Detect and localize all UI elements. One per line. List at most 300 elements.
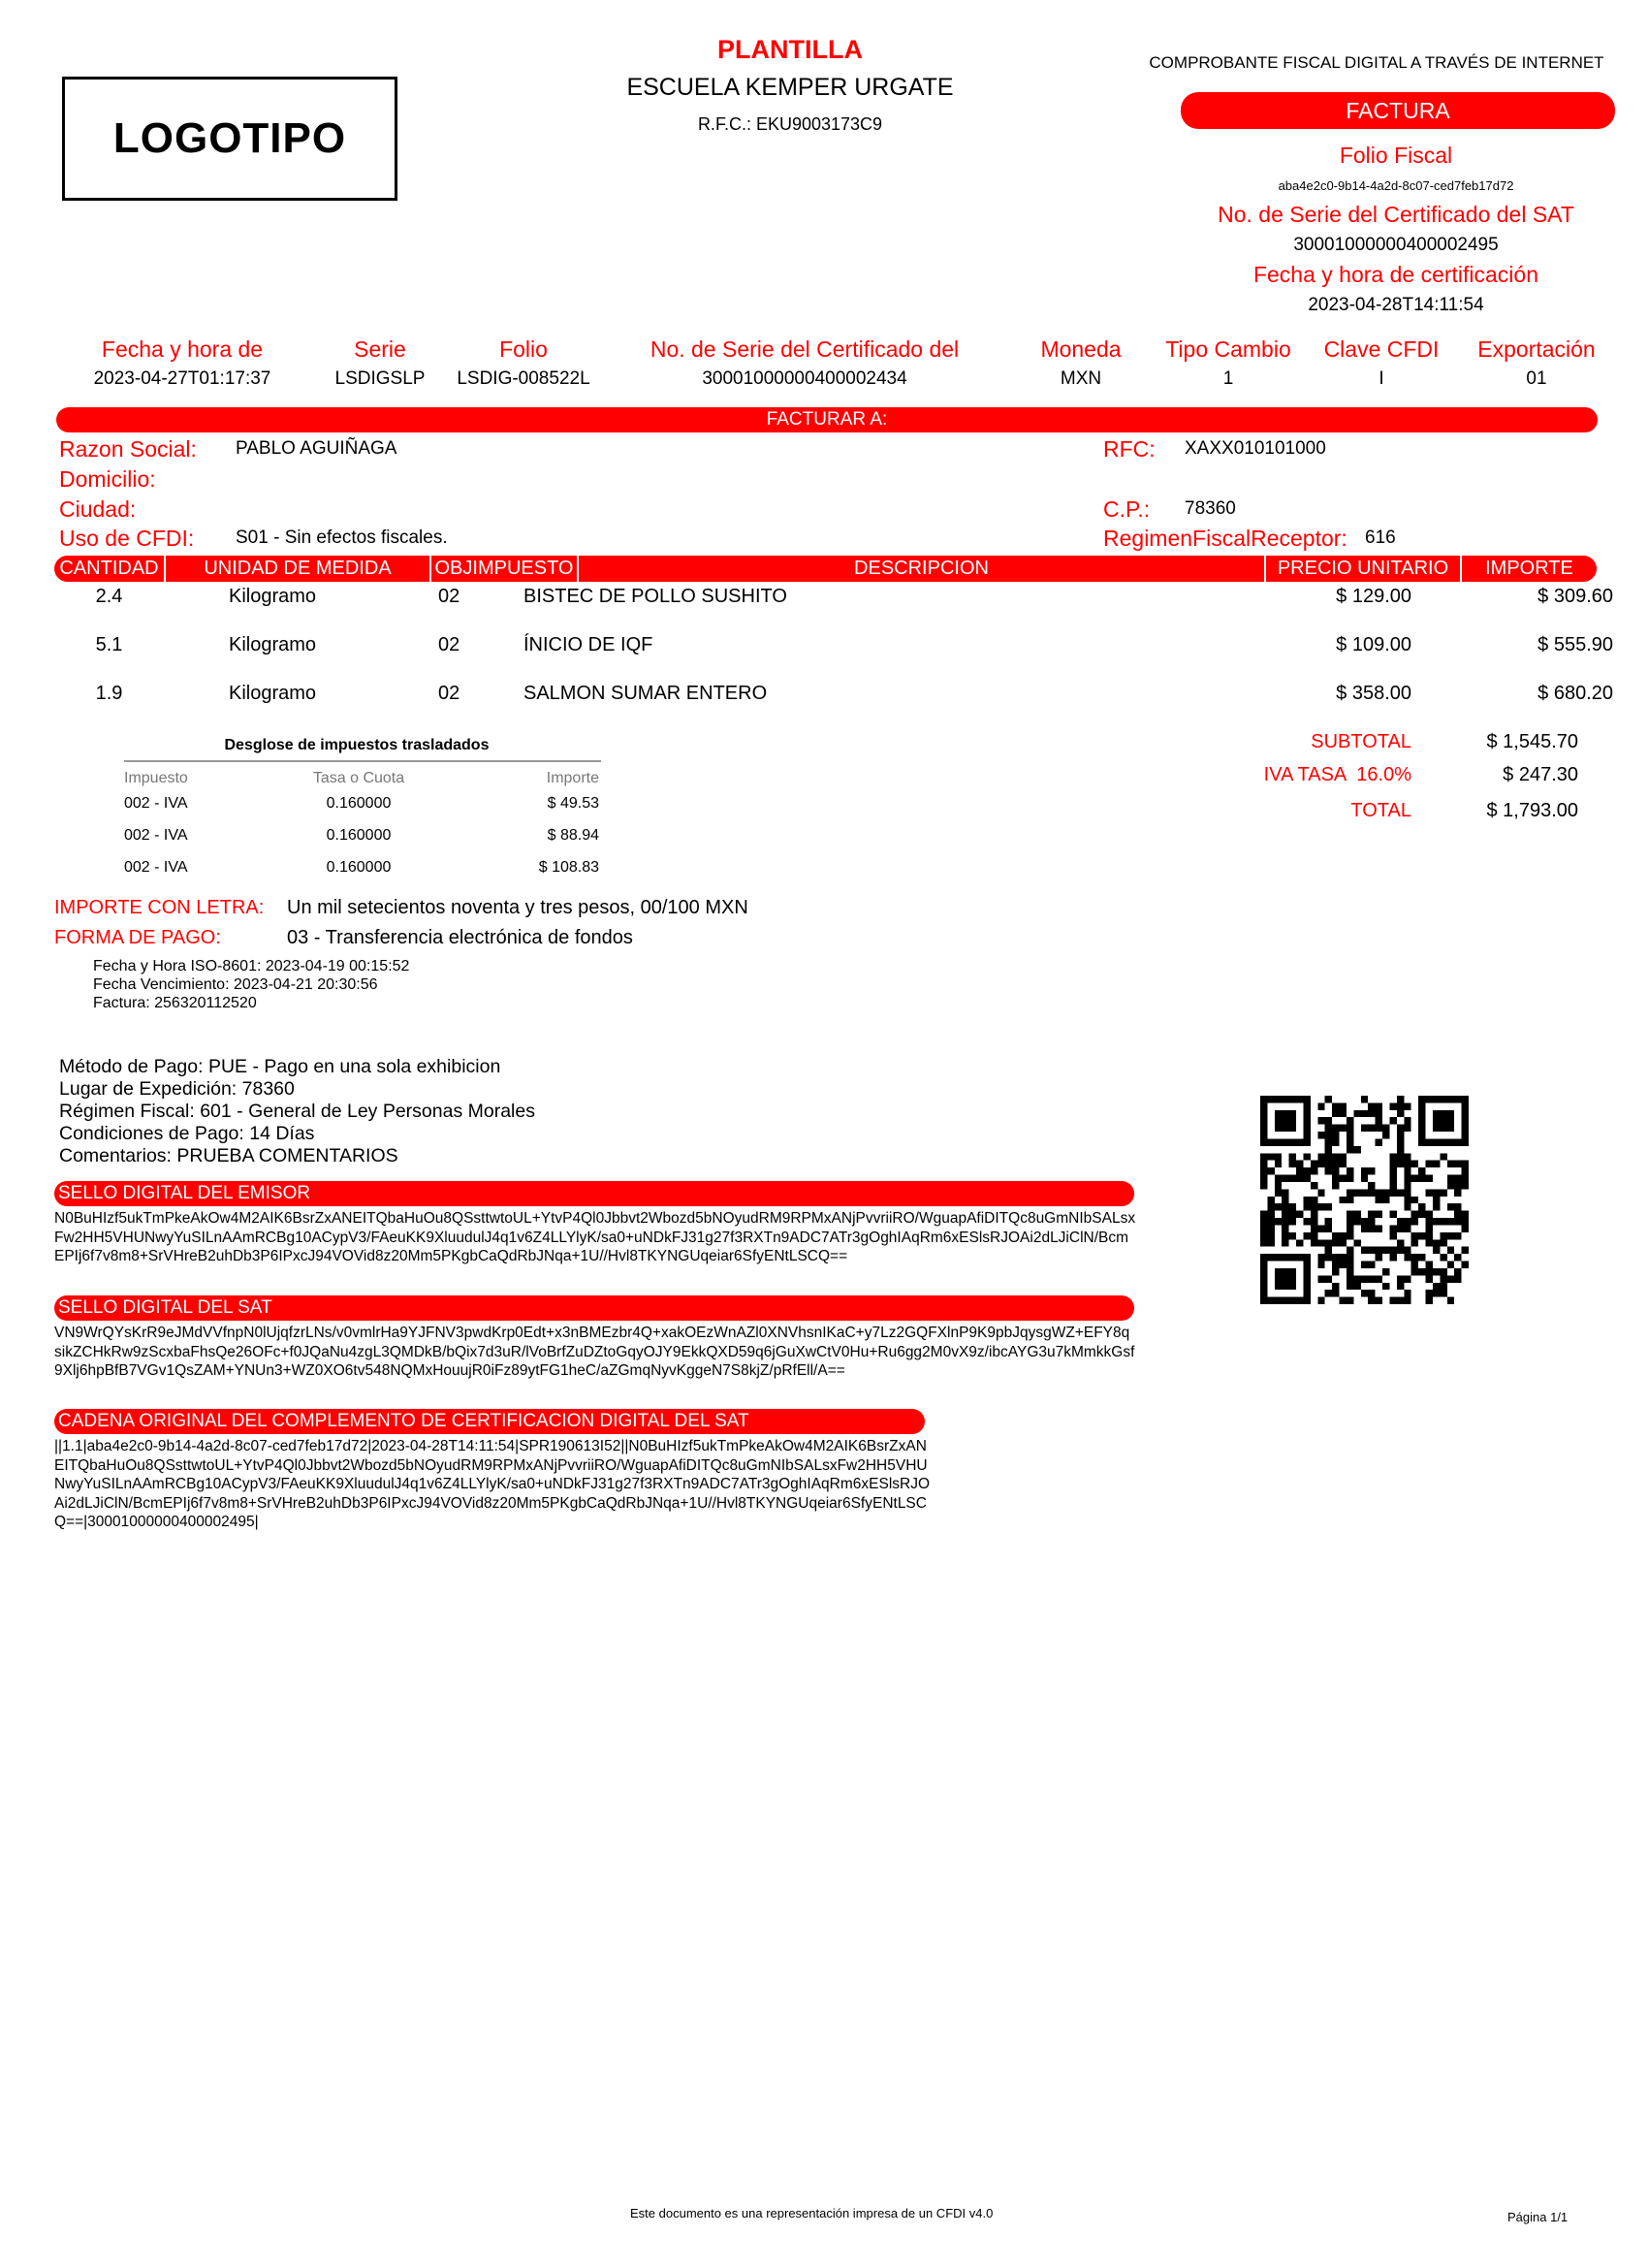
qr-module: [1303, 1132, 1310, 1138]
serie-sat-label: No. de Serie del Certificado del SAT: [1218, 202, 1574, 227]
qr-module: [1289, 1161, 1296, 1167]
info-value-exportacion: 01: [1526, 368, 1547, 389]
qr-module: [1347, 1275, 1353, 1282]
qr-module: [1433, 1189, 1440, 1196]
qr-module: [1275, 1175, 1282, 1182]
doc-type-label: FACTURA: [1346, 98, 1450, 123]
qr-module: [1303, 1275, 1310, 1282]
qr-module: [1397, 1189, 1404, 1196]
qr-module: [1282, 1125, 1288, 1132]
qr-module: [1282, 1117, 1288, 1124]
qr-module: [1332, 1110, 1339, 1117]
rfc-value: XAXX010101000: [1185, 438, 1326, 459]
qr-module: [1275, 1161, 1282, 1167]
qr-module: [1303, 1262, 1310, 1268]
qr-module: [1440, 1138, 1446, 1145]
qr-module: [1361, 1275, 1368, 1282]
qr-module: [1317, 1161, 1324, 1167]
col-descripcion: DESCRIPCION: [854, 558, 989, 579]
qr-module: [1340, 1102, 1347, 1109]
qr-module: [1311, 1203, 1317, 1210]
qr-module: [1454, 1218, 1461, 1225]
footer-note: Este documento es una representación impresa de un CFDI v4.0: [630, 2206, 994, 2220]
qr-module: [1325, 1275, 1332, 1282]
qr-module: [1260, 1283, 1267, 1290]
qr-module: [1325, 1218, 1332, 1225]
qr-module: [1382, 1189, 1389, 1196]
item-precio: $ 358.00: [1336, 683, 1411, 704]
qr-module: [1260, 1110, 1267, 1117]
page-number: Página 1/1: [1507, 2210, 1569, 2224]
metodo-pago: Método de Pago: PUE - Pago en una sola exhibicion: [59, 1056, 501, 1077]
qr-module: [1325, 1254, 1332, 1261]
qr-module: [1411, 1161, 1418, 1167]
qr-module: [1433, 1247, 1440, 1254]
facturar-title: FACTURAR A:: [766, 409, 888, 430]
regimen-receptor-label: RegimenFiscalReceptor:: [1103, 526, 1347, 551]
qr-module: [1303, 1254, 1310, 1261]
qr-module: [1411, 1232, 1418, 1239]
qr-module: [1454, 1138, 1461, 1145]
qr-module: [1376, 1211, 1382, 1218]
col-importe: IMPORTE: [1485, 558, 1573, 579]
qr-module: [1267, 1197, 1274, 1203]
qr-module: [1447, 1297, 1454, 1304]
qr-module: [1462, 1262, 1469, 1268]
tax-impuesto: 002 - IVA: [124, 859, 188, 876]
qr-module: [1426, 1189, 1433, 1196]
info-value-cert: 30001000000400002434: [702, 368, 907, 389]
qr-module: [1275, 1283, 1282, 1290]
qr-module: [1303, 1218, 1310, 1225]
qr-module: [1389, 1189, 1396, 1196]
info-value-serie: LSDIGSLP: [334, 368, 426, 389]
qr-module: [1260, 1132, 1267, 1138]
qr-module: [1447, 1117, 1454, 1124]
qr-module: [1311, 1211, 1317, 1218]
qr-module: [1303, 1102, 1310, 1109]
qr-module: [1433, 1268, 1440, 1275]
qr-module: [1382, 1283, 1389, 1290]
qr-module: [1440, 1254, 1446, 1261]
qr-module: [1433, 1283, 1440, 1290]
qr-module: [1317, 1297, 1324, 1304]
qr-module: [1275, 1268, 1282, 1275]
tax-tasa: 0.160000: [326, 827, 392, 844]
qr-module: [1340, 1297, 1347, 1304]
facturar-bar: [56, 407, 1598, 432]
qr-module: [1433, 1096, 1440, 1102]
qr-module: [1267, 1167, 1274, 1174]
qr-module: [1404, 1290, 1410, 1296]
qr-module: [1447, 1232, 1454, 1239]
folio-fiscal-label: Folio Fiscal: [1339, 143, 1453, 168]
qr-module: [1389, 1225, 1396, 1231]
qr-module: [1267, 1218, 1274, 1225]
qr-module: [1317, 1132, 1324, 1138]
qr-module: [1426, 1225, 1433, 1231]
qr-module: [1260, 1167, 1267, 1174]
qr-module: [1382, 1125, 1389, 1132]
qr-module: [1418, 1268, 1425, 1275]
qr-module: [1332, 1102, 1339, 1109]
qr-module: [1454, 1096, 1461, 1102]
qr-module: [1454, 1275, 1461, 1282]
qr-module: [1447, 1125, 1454, 1132]
info-label-fecha: Fecha y hora de: [101, 336, 264, 362]
qr-module: [1347, 1283, 1353, 1290]
qr-module: [1361, 1247, 1368, 1254]
qr-module: [1260, 1262, 1267, 1268]
qr-module: [1332, 1254, 1339, 1261]
qr-module: [1389, 1254, 1396, 1261]
qr-module: [1353, 1283, 1360, 1290]
logo-placeholder: [62, 77, 397, 201]
qr-module: [1267, 1203, 1274, 1210]
item-objimpuesto: 02: [438, 683, 460, 704]
qr-module: [1260, 1096, 1267, 1102]
qr-module: [1296, 1161, 1303, 1167]
qr-module: [1418, 1175, 1425, 1182]
qr-module: [1296, 1167, 1303, 1174]
qr-module: [1325, 1125, 1332, 1132]
qr-module: [1418, 1203, 1425, 1210]
qr-module: [1282, 1254, 1288, 1261]
uso-cfdi-value: S01 - Sin efectos fiscales.: [236, 527, 448, 548]
qr-module: [1440, 1096, 1446, 1102]
item-descripcion: SALMON SUMAR ENTERO: [523, 683, 768, 704]
qr-module: [1382, 1247, 1389, 1254]
qr-module: [1368, 1290, 1375, 1296]
tax-tasa: 0.160000: [326, 859, 392, 876]
qr-module: [1404, 1297, 1410, 1304]
qr-module: [1361, 1262, 1368, 1268]
qr-module: [1404, 1167, 1410, 1174]
qr-module: [1282, 1096, 1288, 1102]
qr-module: [1433, 1161, 1440, 1167]
qr-module: [1353, 1189, 1360, 1196]
qr-module: [1426, 1218, 1433, 1225]
qr-module: [1275, 1189, 1282, 1196]
qr-module: [1275, 1182, 1282, 1189]
qr-module: [1382, 1132, 1389, 1138]
item-cantidad: 1.9: [95, 683, 123, 704]
qr-module: [1275, 1297, 1282, 1304]
qr-module: [1426, 1175, 1433, 1182]
qr-module: [1282, 1268, 1288, 1275]
qr-module: [1389, 1297, 1396, 1304]
qr-module: [1440, 1275, 1446, 1282]
qr-module: [1389, 1182, 1396, 1189]
sello-sat-text: VN9WrQYsKrR9eJMdVVfnpN0lUjqfzrLNs/v0vmlrHa9YJFNV3pwdKrp0Edt+x3nBMEzbr4Q+xakOEzWnAZl0XNVhsnIKaC+y7Lz2GQFXlnP9K9pbJqysgWZ+EFY8qsikZCHkRw9zScxbaFhsQe26OFc+f0JQaNu4zgL3QMDkB/bQix7d3uR/lVoBrfZuDZtoGqyOJY9EkkQXD59q6jGuXwCtV0Hu+Ru6gg2M0vX9z/ibcAYG3u7kMmkkGsf9Xlj6hpBfB7VGv1QsZAM+YNUn3+WZ0XO6tv548NQMxHouujR0iFz89ytFG1heC/aZGmqNyvKggeN7S8kjZ/pRfEll/A==: [54, 1325, 1135, 1379]
qr-module: [1418, 1102, 1425, 1109]
qr-module: [1325, 1167, 1332, 1174]
cadena-original-bar: [54, 1409, 925, 1434]
total-label: TOTAL: [1350, 800, 1411, 821]
qr-module: [1382, 1268, 1389, 1275]
qr-module: [1433, 1138, 1440, 1145]
qr-module: [1282, 1138, 1288, 1145]
qr-module: [1332, 1125, 1339, 1132]
qr-module: [1340, 1175, 1347, 1182]
info-label-tipo-cambio: Tipo Cambio: [1165, 336, 1291, 362]
qr-module: [1325, 1161, 1332, 1167]
qr-module: [1267, 1239, 1274, 1246]
fecha-cert-value: 2023-04-28T14:11:54: [1308, 295, 1484, 315]
qr-module: [1404, 1117, 1410, 1124]
qr-module: [1303, 1175, 1310, 1182]
tax-header-impuesto: Impuesto: [124, 770, 188, 786]
tax-breakdown-title: Desglose de impuestos trasladados: [224, 737, 490, 753]
qr-module: [1311, 1239, 1317, 1246]
qr-module: [1340, 1232, 1347, 1239]
qr-module: [1275, 1218, 1282, 1225]
qr-module: [1325, 1290, 1332, 1296]
qr-module: [1361, 1175, 1368, 1182]
qr-module: [1426, 1096, 1433, 1102]
qr-module: [1411, 1211, 1418, 1218]
qr-module: [1433, 1203, 1440, 1210]
qr-module: [1303, 1153, 1310, 1160]
qr-module: [1353, 1218, 1360, 1225]
qr-module: [1426, 1138, 1433, 1145]
tax-importe: $ 88.94: [547, 827, 599, 844]
qr-module: [1340, 1161, 1347, 1167]
qr-module: [1347, 1232, 1353, 1239]
info-value-folio: LSDIG-008522L: [457, 368, 590, 389]
qr-module: [1317, 1262, 1324, 1268]
qr-module: [1275, 1110, 1282, 1117]
qr-module: [1296, 1138, 1303, 1145]
qr-module: [1289, 1175, 1296, 1182]
iva-label: IVA TASA 16.0%: [1263, 764, 1411, 785]
qr-module: [1260, 1161, 1267, 1167]
qr-module: [1411, 1218, 1418, 1225]
qr-module: [1347, 1132, 1353, 1138]
qr-module: [1275, 1138, 1282, 1145]
qr-module: [1361, 1290, 1368, 1296]
razon-label: Razon Social:: [59, 436, 197, 462]
qr-module: [1289, 1268, 1296, 1275]
tax-impuesto: 002 - IVA: [124, 827, 188, 844]
qr-module: [1325, 1117, 1332, 1124]
uso-cfdi-label: Uso de CFDI:: [59, 526, 195, 551]
qr-module: [1347, 1262, 1353, 1268]
qr-module: [1260, 1138, 1267, 1145]
qr-module: [1282, 1218, 1288, 1225]
info-label-clave: Clave CFDI: [1323, 336, 1440, 362]
qr-module: [1404, 1102, 1410, 1109]
qr-module: [1353, 1211, 1360, 1218]
info-label-serie: Serie: [354, 336, 406, 362]
qr-module: [1267, 1138, 1274, 1145]
qr-module: [1447, 1182, 1454, 1189]
qr-module: [1418, 1132, 1425, 1138]
qr-module: [1289, 1096, 1296, 1102]
qr-module: [1462, 1175, 1469, 1182]
qr-module: [1376, 1110, 1382, 1117]
qr-module: [1368, 1182, 1375, 1189]
qr-module: [1332, 1262, 1339, 1268]
qr-module: [1376, 1297, 1382, 1304]
qr-module: [1260, 1218, 1267, 1225]
qr-module: [1347, 1146, 1353, 1153]
qr-module: [1433, 1290, 1440, 1296]
qr-module: [1397, 1218, 1404, 1225]
comprobante-label: COMPROBANTE FISCAL DIGITAL A TRAVÉS DE INTERNET: [1149, 53, 1604, 72]
qr-module: [1332, 1232, 1339, 1239]
item-unidad: Kilogramo: [229, 586, 317, 607]
doc-type-bar: [1181, 92, 1615, 129]
qr-module: [1433, 1239, 1440, 1246]
qr-module: [1462, 1125, 1469, 1132]
qr-module: [1260, 1297, 1267, 1304]
qr-module: [1376, 1275, 1382, 1282]
qr-module: [1303, 1203, 1310, 1210]
qr-module: [1447, 1096, 1454, 1102]
qr-module: [1361, 1167, 1368, 1174]
qr-module: [1311, 1197, 1317, 1203]
qr-module: [1440, 1153, 1446, 1160]
qr-module: [1347, 1175, 1353, 1182]
qr-module: [1404, 1218, 1410, 1225]
qr-module: [1260, 1182, 1267, 1189]
qr-code: [1260, 1096, 1469, 1304]
qr-module: [1462, 1110, 1469, 1117]
qr-module: [1462, 1218, 1469, 1225]
qr-module: [1404, 1203, 1410, 1210]
qr-module: [1389, 1117, 1396, 1124]
qr-module: [1389, 1232, 1396, 1239]
qr-module: [1267, 1225, 1274, 1231]
qr-module: [1317, 1189, 1324, 1196]
qr-module: [1347, 1268, 1353, 1275]
qr-module: [1311, 1218, 1317, 1225]
qr-module: [1397, 1239, 1404, 1246]
item-precio: $ 129.00: [1336, 586, 1411, 607]
qr-module: [1267, 1153, 1274, 1160]
qr-module: [1418, 1138, 1425, 1145]
qr-module: [1418, 1125, 1425, 1132]
qr-module: [1282, 1203, 1288, 1210]
qr-module: [1454, 1189, 1461, 1196]
importe-letra-value: Un mil setecientos noventa y tres pesos, 00/100 MXN: [287, 897, 748, 918]
info-value-moneda: MXN: [1060, 368, 1102, 389]
qr-module: [1317, 1225, 1324, 1231]
qr-module: [1332, 1161, 1339, 1167]
qr-module: [1340, 1125, 1347, 1132]
qr-module: [1426, 1297, 1433, 1304]
qr-module: [1332, 1239, 1339, 1246]
razon-value: PABLO AGUIÑAGA: [236, 438, 397, 459]
item-cantidad: 2.4: [95, 586, 123, 607]
qr-module: [1397, 1161, 1404, 1167]
qr-module: [1462, 1138, 1469, 1145]
qr-module: [1332, 1153, 1339, 1160]
total-value: $ 1,793.00: [1486, 800, 1578, 821]
cp-label: C.P.:: [1103, 496, 1151, 522]
qr-module: [1347, 1197, 1353, 1203]
qr-module: [1426, 1262, 1433, 1268]
qr-module: [1275, 1153, 1282, 1160]
qr-module: [1433, 1117, 1440, 1124]
info-label-cert: No. de Serie del Certificado del: [650, 336, 960, 362]
qr-module: [1340, 1254, 1347, 1261]
rfc-label: RFC:: [1103, 436, 1156, 462]
info-value-fecha: 2023-04-27T01:17:37: [93, 368, 271, 389]
qr-module: [1454, 1211, 1461, 1218]
qr-module: [1440, 1218, 1446, 1225]
qr-module: [1317, 1203, 1324, 1210]
qr-module: [1376, 1117, 1382, 1124]
qr-module: [1303, 1268, 1310, 1275]
info-label-exportacion: Exportación: [1477, 336, 1596, 362]
qr-module: [1347, 1189, 1353, 1196]
qr-module: [1404, 1182, 1410, 1189]
qr-module: [1418, 1232, 1425, 1239]
qr-module: [1462, 1225, 1469, 1231]
qr-module: [1289, 1218, 1296, 1225]
qr-module: [1282, 1211, 1288, 1218]
qr-module: [1303, 1096, 1310, 1102]
qr-module: [1368, 1189, 1375, 1196]
qr-module: [1397, 1096, 1404, 1102]
qr-module: [1440, 1125, 1446, 1132]
qr-module: [1397, 1132, 1404, 1138]
qr-module: [1267, 1232, 1274, 1239]
qr-module: [1389, 1247, 1396, 1254]
qr-module: [1418, 1211, 1425, 1218]
qr-module: [1368, 1297, 1375, 1304]
qr-module: [1340, 1239, 1347, 1246]
qr-module: [1340, 1262, 1347, 1268]
qr-module: [1404, 1189, 1410, 1196]
qr-module: [1376, 1125, 1382, 1132]
info-label-moneda: Moneda: [1040, 336, 1122, 362]
qr-module: [1404, 1153, 1410, 1160]
sello-emisor-title: SELLO DIGITAL DEL EMISOR: [58, 1183, 311, 1203]
qr-module: [1347, 1254, 1353, 1261]
qr-module: [1282, 1283, 1288, 1290]
qr-module: [1347, 1125, 1353, 1132]
qr-module: [1397, 1153, 1404, 1160]
qr-module: [1311, 1161, 1317, 1167]
qr-module: [1454, 1254, 1461, 1261]
qr-module: [1282, 1197, 1288, 1203]
qr-module: [1303, 1283, 1310, 1290]
qr-module: [1397, 1138, 1404, 1145]
qr-module: [1462, 1161, 1469, 1167]
qr-module: [1347, 1138, 1353, 1145]
qr-module: [1275, 1117, 1282, 1124]
qr-module: [1289, 1203, 1296, 1210]
qr-module: [1389, 1102, 1396, 1109]
qr-module: [1282, 1297, 1288, 1304]
qr-module: [1389, 1153, 1396, 1160]
qr-module: [1303, 1232, 1310, 1239]
qr-module: [1426, 1232, 1433, 1239]
sello-sat-title: SELLO DIGITAL DEL SAT: [58, 1297, 272, 1318]
comentarios: Comentarios: PRUEBA COMENTARIOS: [59, 1145, 398, 1166]
qr-module: [1404, 1254, 1410, 1261]
company-name: ESCUELA KEMPER URGATE: [626, 74, 954, 101]
qr-module: [1447, 1161, 1454, 1167]
qr-module: [1426, 1239, 1433, 1246]
qr-module: [1260, 1153, 1267, 1160]
tax-header-tasa: Tasa o Cuota: [312, 770, 405, 786]
qr-module: [1397, 1110, 1404, 1117]
qr-module: [1411, 1239, 1418, 1246]
